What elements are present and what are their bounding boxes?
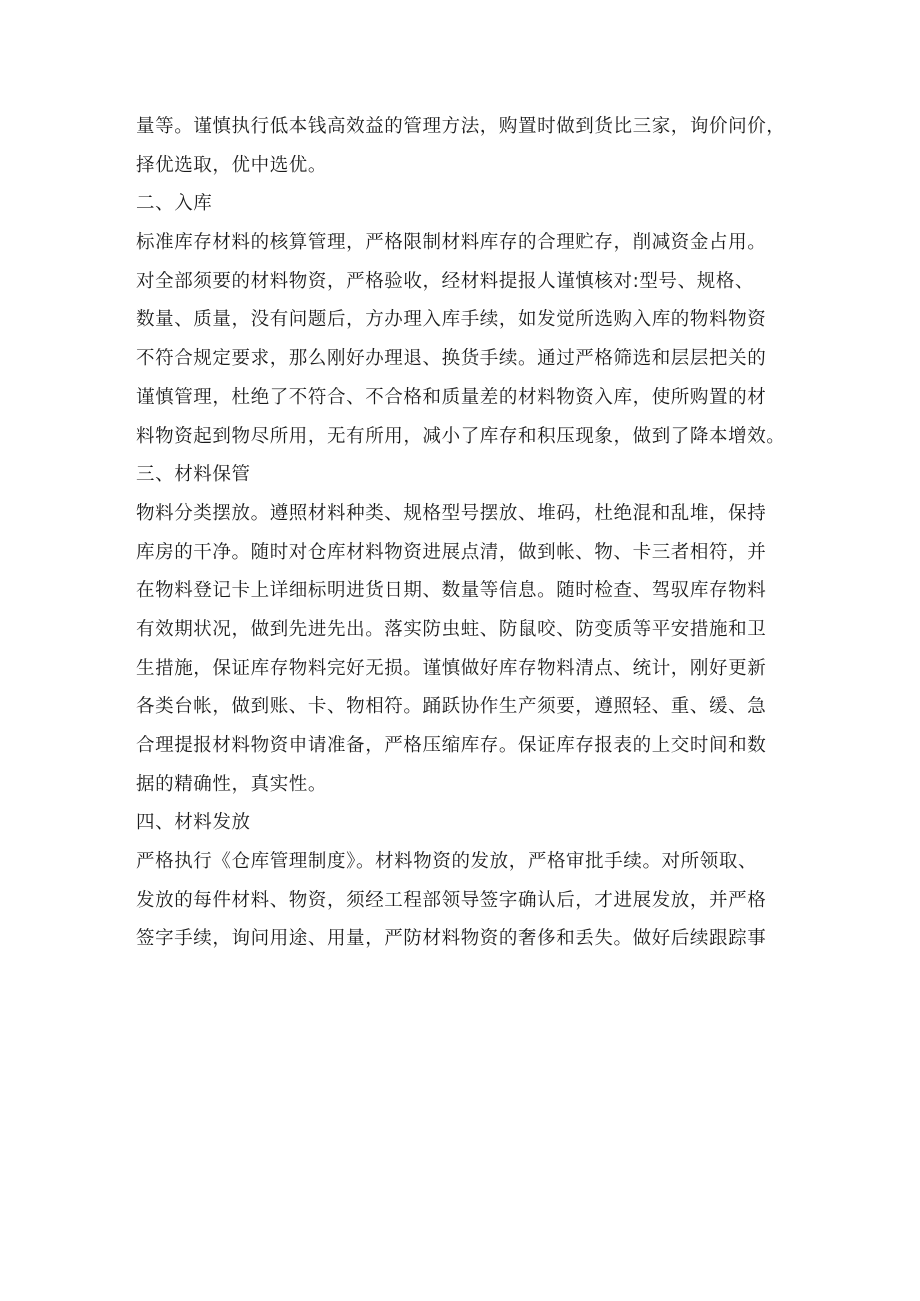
text-line: 量等。谨慎执行低本钱高效益的管理方法，购置时做到货比三家，询价问价， bbox=[136, 116, 786, 137]
document-body bbox=[136, 108, 796, 959]
text-line: 各类台帐，做到账、卡、物相符。踊跃协作生产须要，遵照轻、重、缓、急 bbox=[136, 696, 767, 718]
text-line: 标准库存材料的核算管理，严格限制材料库存的合理贮存，削减资金占用。 bbox=[136, 232, 767, 254]
text-line: 在物料登记卡上详细标明进货日期、数量等信息。随时检查、驾驭库存物料 bbox=[136, 580, 767, 602]
section-heading: 三、材料保管 bbox=[136, 464, 251, 486]
text-line: 签字手续，询问用途、用量，严防材料物资的奢侈和丢失。做好后续跟踪事 bbox=[136, 928, 767, 950]
text-line: 据的精确性，真实性。 bbox=[136, 773, 328, 795]
text-line: 物料分类摆放。遵照材料种类、规格型号摆放、堆码，杜绝混和乱堆，保持 bbox=[136, 502, 767, 524]
text-line: 数量、质量，没有问题后，方办理入库手续，如发觉所选购入库的物料物资 bbox=[136, 309, 767, 331]
text-line: 谨慎管理，杜绝了不符合、不合格和质量差的材料物资入库，使所购置的材 bbox=[136, 386, 767, 408]
section-heading: 二、入库 bbox=[136, 193, 213, 215]
text-line: 择优选取，优中选优。 bbox=[136, 154, 328, 176]
text-line: 发放的每件材料、物资，须经工程部领导签字确认后，才进展发放，并严格 bbox=[136, 889, 767, 911]
section-heading: 四、材料发放 bbox=[136, 812, 251, 834]
text-line: 库房的干净。随时对仓库材料物资进展点清，做到帐、物、卡三者相符，并 bbox=[136, 541, 767, 563]
text-line: 对全部须要的材料物资，严格验收，经材料提报人谨慎核对:型号、规格、 bbox=[136, 270, 755, 292]
text-line: 生措施，保证库存物料完好无损。谨慎做好库存物料清点、统计，刚好更新 bbox=[136, 657, 767, 679]
text-line: 料物资起到物尽所用，无有所用，减小了库存和积压现象，做到了降本增效。 bbox=[136, 425, 786, 447]
text-line: 合理提报材料物资申请准备，严格压缩库存。保证库存报表的上交时间和数 bbox=[136, 735, 767, 756]
text-line: 严格执行《仓库管理制度》。材料物资的发放，严格审批手续。对所领取、 bbox=[136, 851, 758, 873]
text-line: 有效期状况，做到先进先出。落实防虫蛀、防鼠咬、防变质等平安措施和卫 bbox=[136, 618, 767, 640]
text-line: 不符合规定要求，那么刚好办理退、换货手续。通过严格筛选和层层把关的 bbox=[136, 348, 767, 370]
